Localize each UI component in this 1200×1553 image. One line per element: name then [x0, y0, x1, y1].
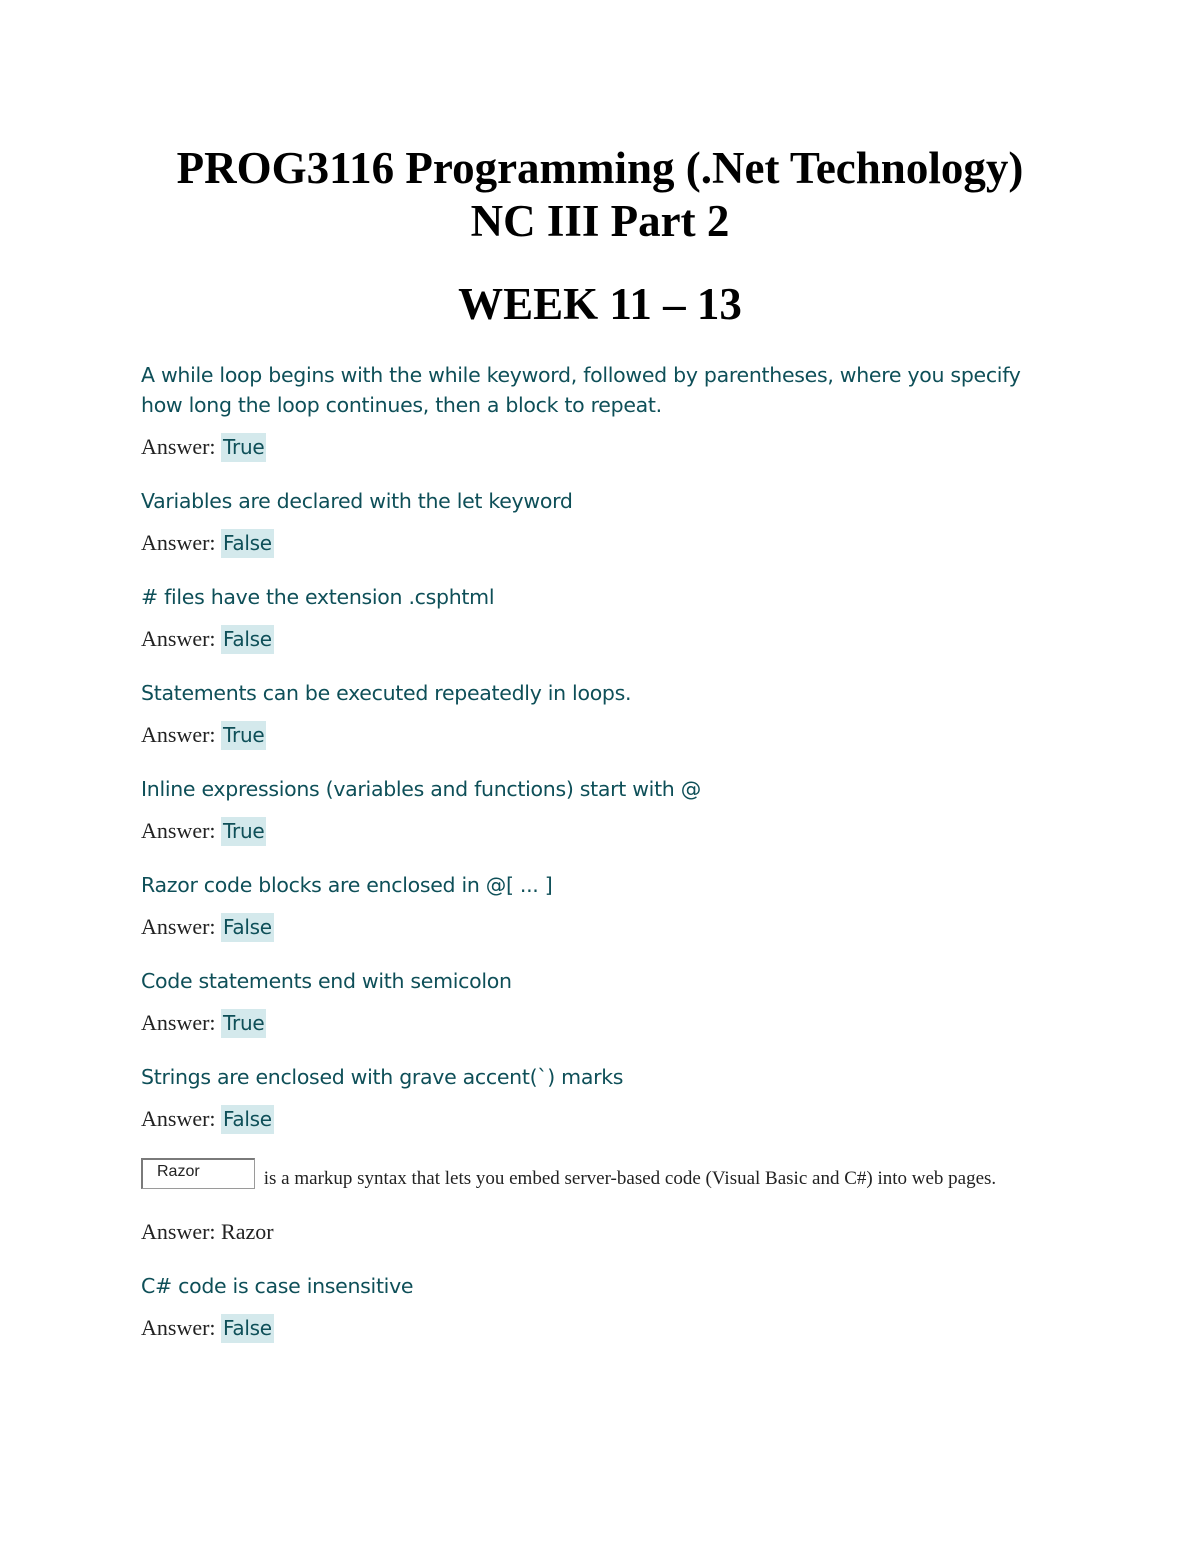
question-text: # files have the extension .csphtml: [141, 585, 495, 609]
question-item: [141, 678, 1061, 774]
fill-question-text: [141, 1164, 1061, 1201]
document-title: [0, 142, 1200, 248]
answer-line: [141, 1104, 1061, 1134]
answer-label: Answer:: [141, 434, 222, 459]
week-heading: WEEK 11 – 13: [458, 279, 742, 329]
fill-answer-box[interactable]: Razor: [141, 1158, 255, 1189]
answer-value: False: [221, 1314, 274, 1343]
question-item: [141, 582, 1061, 678]
question-item: [141, 1271, 1061, 1343]
question-item: [141, 774, 1061, 870]
answer-line: [141, 912, 1061, 942]
question-text: Variables are declared with the let keyword: [141, 489, 573, 513]
answer-value: False: [221, 913, 274, 942]
question-text: Code statements end with semicolon: [141, 969, 512, 993]
answer-line: [141, 624, 1061, 654]
title-line-2: NC III Part 2: [470, 196, 730, 246]
answer-line: [141, 816, 1061, 846]
question-text: C# code is case insensitive: [141, 1274, 414, 1298]
answer-label: Answer:: [141, 722, 222, 747]
answer-label: Answer:: [141, 1315, 222, 1340]
answer-label: Answer:: [141, 818, 222, 843]
question-item: [141, 966, 1061, 1062]
question-list: [141, 360, 1061, 1343]
answer-label: Answer:: [141, 530, 222, 555]
answer-line: [141, 432, 1061, 462]
answer-label: Answer:: [141, 1106, 222, 1131]
answer-value: False: [221, 625, 274, 654]
question-item: [141, 1062, 1061, 1158]
answer-label: Answer:: [141, 914, 222, 939]
fill-question-body: is a markup syntax that lets you embed server-based code (Visual Basic and C#) into web pages.: [263, 1168, 997, 1189]
answer-value: True: [221, 817, 266, 846]
answer-label: Answer:: [141, 1010, 222, 1035]
answer-value: False: [221, 1105, 274, 1134]
question-item: [141, 486, 1061, 582]
answer-label: Answer:: [141, 626, 222, 651]
question-text: Strings are enclosed with grave accent(`) marks: [141, 1065, 624, 1089]
title-line-1: PROG3116 Programming (.Net Technology): [176, 143, 1024, 193]
question-text: A while loop begins with the while keyword, followed by parentheses, where you specify how long the loop continues, then a block to repeat.: [141, 363, 1021, 417]
answer-value: True: [221, 433, 266, 462]
answer-value: Razor: [221, 1219, 274, 1244]
answer-line: [141, 1217, 1061, 1247]
answer-value: False: [221, 529, 274, 558]
answer-line: [141, 1313, 1061, 1343]
answer-line: [141, 528, 1061, 558]
fill-question-item: [141, 1164, 1061, 1271]
question-text: Inline expressions (variables and functions) start with @: [141, 777, 701, 801]
answer-value: True: [221, 721, 266, 750]
answer-label: Answer:: [141, 1219, 222, 1244]
question-text: Razor code blocks are enclosed in @[ ... ]: [141, 873, 553, 897]
answer-line: [141, 720, 1061, 750]
question-item: [141, 360, 1061, 486]
answer-line: [141, 1008, 1061, 1038]
answer-value: True: [221, 1009, 266, 1038]
question-text: Statements can be executed repeatedly in loops.: [141, 681, 632, 705]
question-item: [141, 870, 1061, 966]
